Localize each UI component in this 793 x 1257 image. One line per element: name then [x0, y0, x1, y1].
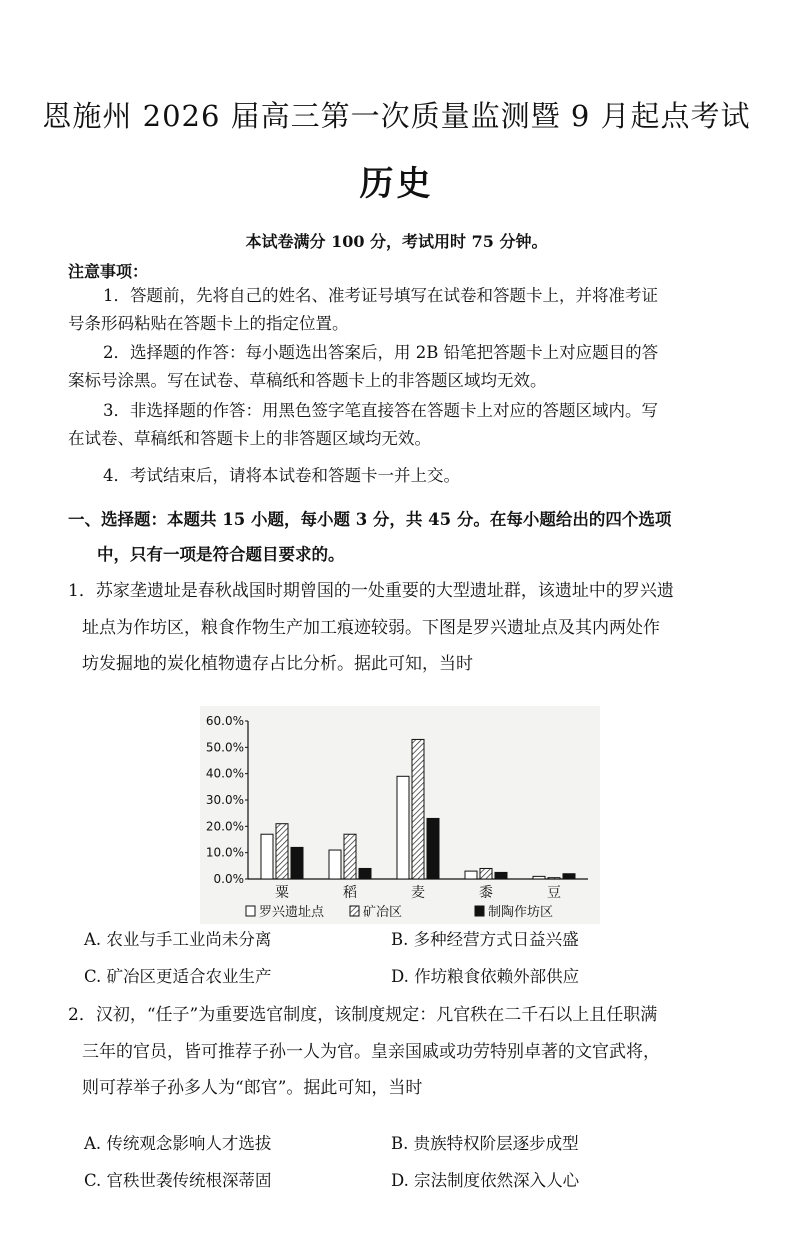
bar-罗兴遗址点-麦 — [397, 776, 409, 879]
q1-option-c[interactable]: C. 矿冶区更适合农业生产 — [84, 967, 272, 986]
bar-罗兴遗址点-稻 — [329, 850, 341, 879]
bar-制陶作坊区-黍 — [495, 872, 507, 879]
legend-label: 制陶作坊区 — [488, 905, 554, 920]
bar-罗兴遗址点-粟 — [261, 834, 273, 879]
q1-option-a[interactable]: A. 农业与手工业尚未分离 — [84, 930, 272, 949]
bar-矿冶区-稻 — [344, 834, 356, 879]
exam-info: 本试卷满分 100 分，考试用时 75 分钟。 — [245, 232, 548, 251]
x-category-label: 豆 — [547, 885, 561, 901]
note-1-line-1: 1．答题前，先将自己的姓名、准考证号填写在试卷和答题卡上，并将准考证 — [103, 286, 658, 305]
bar-制陶作坊区-粟 — [291, 847, 303, 879]
bar-矿冶区-黍 — [480, 868, 492, 879]
note-2-line-1: 2．选择题的作答：每小题选出答案后，用 2B 铅笔把答题卡上对应题目的答 — [103, 343, 659, 362]
bar-矿冶区-粟 — [276, 824, 288, 879]
q1-bar-chart — [200, 706, 600, 924]
q1-line-1: 1．苏家垄遗址是春秋战国时期曾国的一处重要的大型遗址群，该遗址中的罗兴遗 — [68, 581, 674, 601]
q2-option-d[interactable]: D. 宗法制度依然深入人心 — [391, 1171, 580, 1190]
x-category-label: 粟 — [275, 885, 289, 901]
q2-line-3: 则可荐举子孙多人为“郎官”。据此可知，当时 — [82, 1078, 423, 1098]
bar-罗兴遗址点-黍 — [465, 871, 477, 879]
bar-制陶作坊区-稻 — [359, 868, 371, 879]
y-tick-label: 60.0% — [205, 714, 244, 728]
note-3-line-1: 3．非选择题的作答：用黑色签字笔直接答在答题卡上对应的答题区域内。写 — [103, 401, 658, 420]
bar-制陶作坊区-豆 — [563, 874, 575, 879]
x-category-label: 黍 — [479, 885, 493, 901]
y-tick-label: 10.0% — [205, 845, 244, 860]
bar-矿冶区-豆 — [548, 878, 560, 879]
y-tick-label: 30.0% — [205, 793, 244, 807]
q2-line-1: 2．汉初，“任子”为重要选官制度，该制度规定：凡官秩在二千石以上且任职满 — [68, 1005, 658, 1025]
legend-label: 矿冶区 — [363, 905, 403, 920]
x-category-label: 麦 — [411, 885, 425, 901]
exam-title: 恩施州 2026 届高三第一次质量监测暨 9 月起点考试 — [42, 99, 751, 133]
note-1-line-2: 号条形码粘贴在答题卡上的指定位置。 — [68, 314, 349, 333]
section-1-line-2: 中，只有一项是符合题目要求的。 — [97, 545, 345, 564]
note-2-line-2: 案标号涂黑。写在试卷、草稿纸和答题卡上的非答题区域均无效。 — [68, 371, 547, 390]
note-3-line-2: 在试卷、草稿纸和答题卡上的非答题区域均无效。 — [68, 429, 431, 448]
q2-option-c[interactable]: C. 官秩世袭传统根深蒂固 — [84, 1171, 272, 1190]
q1-option-d[interactable]: D. 作坊粮食依赖外部供应 — [391, 967, 580, 986]
y-tick-label: 40.0% — [205, 766, 244, 781]
q2-option-a[interactable]: A. 传统观念影响人才选拔 — [84, 1134, 272, 1153]
legend-label: 罗兴遗址点 — [259, 905, 325, 920]
section-1-line-1: 一、选择题：本题共 15 小题，每小题 3 分，共 45 分。在每小题给出的四个选项 — [68, 510, 672, 529]
subject-title: 历史 — [359, 164, 434, 204]
q1-option-b[interactable]: B. 多种经营方式日益兴盛 — [391, 930, 579, 949]
y-tick-label: 20.0% — [205, 819, 244, 834]
bar-罗兴遗址点-豆 — [533, 876, 545, 879]
q1-line-2: 址点为作坊区，粮食作物生产加工痕迹较弱。下图是罗兴遗址点及其内两处作 — [82, 618, 660, 638]
y-tick-label: 50.0% — [205, 740, 244, 755]
note-4-line-1: 4．考试结束后，请将本试卷和答题卡一并上交。 — [103, 466, 460, 485]
legend-swatch — [246, 906, 255, 916]
q2-option-b[interactable]: B. 贵族特权阶层逐步成型 — [391, 1134, 579, 1153]
legend-swatch — [475, 906, 484, 916]
bar-矿冶区-麦 — [412, 739, 424, 879]
notes-heading: 注意事项： — [68, 262, 149, 281]
q2-line-2: 三年的官员，皆可推荐子孙一人为官。皇亲国戚或功劳特别卓著的文官武将， — [82, 1042, 660, 1062]
y-tick-label: 0.0% — [213, 872, 244, 886]
x-category-label: 稻 — [343, 885, 357, 901]
bar-制陶作坊区-麦 — [427, 818, 439, 879]
q1-line-3: 坊发掘地的炭化植物遗存占比分析。据此可知，当时 — [82, 654, 473, 674]
legend-swatch — [350, 906, 359, 916]
